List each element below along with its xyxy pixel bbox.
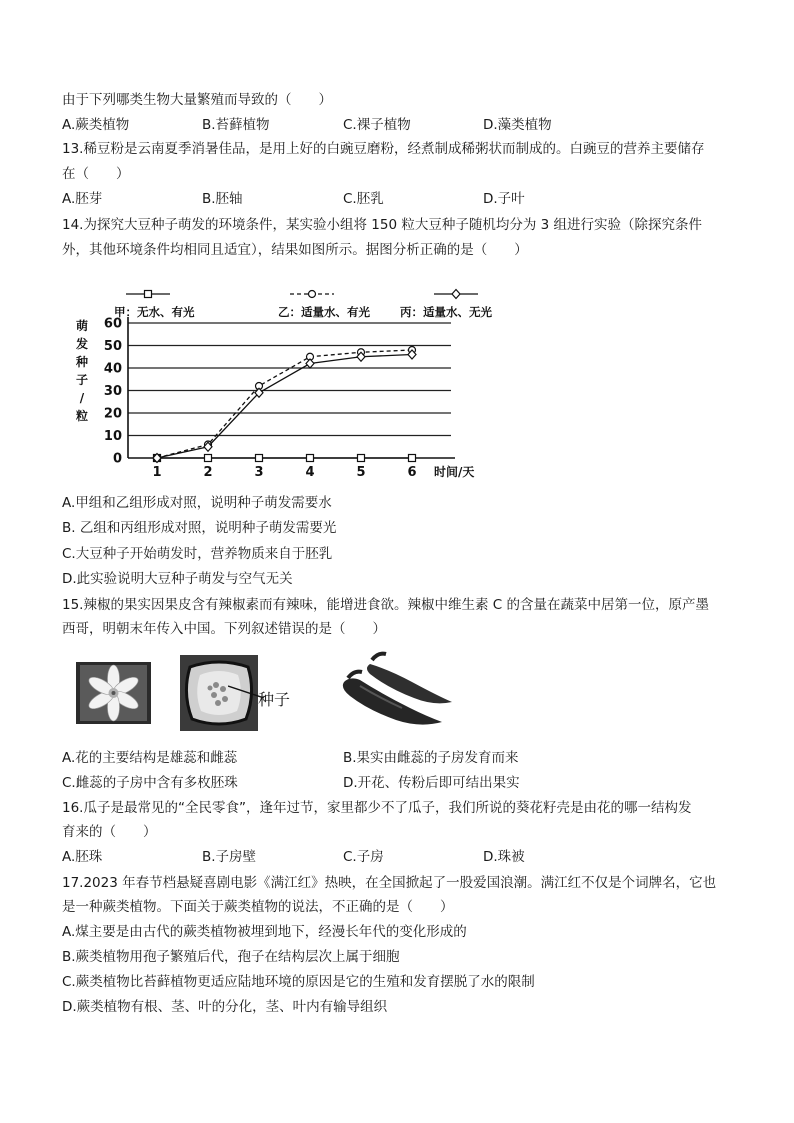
y-axis-label-char: 子	[75, 373, 89, 387]
q13-stem-line2: 在（ ）	[62, 166, 130, 182]
data-point-square	[205, 455, 212, 462]
x-tick-label: 3	[254, 465, 264, 480]
y-tick-label: 20	[103, 406, 122, 422]
q16-option-c[interactable]: C.子房	[343, 849, 384, 865]
x-axis-label: 时间/天	[434, 465, 475, 479]
x-tick-label: 6	[407, 465, 417, 480]
seed-label: 种子	[258, 690, 291, 709]
germination-line-chart	[66, 272, 511, 484]
chart-legend	[114, 290, 492, 320]
data-point-circle	[309, 291, 316, 298]
q12-option-b[interactable]: B.苔藓植物	[202, 117, 270, 133]
y-axis-label-char: 发	[75, 337, 89, 351]
q16-option-d[interactable]: D.珠被	[483, 849, 525, 865]
x-tick-label: 2	[203, 465, 213, 480]
q14-stem-line1: 14.为探究大豆种子萌发的环境条件，某实验小组将 150 粒大豆种子随机均分为 3 组进行实验（除探究条件	[62, 217, 702, 233]
chart-x-axis	[128, 458, 474, 480]
q16-stem-line1: 16.瓜子是最常见的“全民零食”，逢年过节，家里都少不了瓜子，我们所说的葵花籽壳是由花的哪一结构发	[62, 800, 692, 816]
y-axis-label-char: 种	[75, 355, 89, 369]
q17-option-b[interactable]: B.蕨类植物用孢子繁殖后代，孢子在结构层次上属于细胞	[62, 949, 400, 965]
data-point-square	[307, 455, 314, 462]
q13-option-c[interactable]: C.胚乳	[343, 191, 384, 207]
q14-stem-line2: 外，其他环境条件均相同且适宜），结果如图所示。据图分析正确的是（ ）	[62, 242, 528, 258]
y-tick-label: 50	[103, 339, 122, 354]
q13-option-d[interactable]: D.子叶	[483, 191, 525, 207]
pepper-flower-image	[76, 662, 151, 724]
x-tick-label: 4	[305, 465, 315, 480]
y-tick-label: 30	[103, 384, 122, 399]
y-axis-label-char: /	[79, 391, 85, 405]
chart-y-axis	[75, 317, 128, 467]
y-tick-label: 0	[112, 451, 122, 467]
q15-option-d[interactable]: D.开花、传粉后即可结出果实	[343, 775, 520, 791]
y-axis-label-char: 粒	[75, 409, 89, 423]
q13-option-a[interactable]: A.胚芽	[62, 191, 103, 207]
q17-stem-line2: 是一种蕨类植物。下面关于蕨类植物的说法，不正确的是（ ）	[62, 899, 454, 915]
data-point-square	[409, 455, 416, 462]
x-tick-label: 5	[356, 465, 366, 480]
q12-option-c[interactable]: C.裸子植物	[343, 117, 411, 133]
x-tick-label: 1	[152, 465, 162, 480]
y-tick-label: 60	[103, 316, 122, 332]
q15-option-b[interactable]: B.果实由雌蕊的子房发育而来	[343, 750, 519, 766]
legend-label-1: 乙：适量水、有光	[278, 305, 370, 319]
q12-option-d[interactable]: D.藻类植物	[483, 117, 552, 133]
q17-option-c[interactable]: C.蕨类植物比苔藓植物更适应陆地环境的原因是它的生殖和发育摆脱了水的限制	[62, 974, 535, 990]
pepper-fruits-image	[330, 650, 460, 730]
q15-stem-line2: 西哥，明朝末年传入中国。下列叙述错误的是（ ）	[62, 621, 386, 637]
q17-option-a[interactable]: A.煤主要是由古代的蕨类植物被埋到地下，经漫长年代的变化形成的	[62, 924, 467, 940]
q14-option-d[interactable]: D.此实验说明大豆种子萌发与空气无关	[62, 571, 293, 587]
q16-option-a[interactable]: A.胚珠	[62, 849, 103, 865]
chart-series	[153, 347, 416, 463]
data-point-square	[145, 291, 152, 298]
q17-option-d[interactable]: D.蕨类植物有根、茎、叶的分化，茎、叶内有输导组织	[62, 999, 388, 1015]
q14-option-b[interactable]: B. 乙组和丙组形成对照，说明种子萌发需要光	[62, 520, 337, 536]
q14-option-a[interactable]: A.甲组和乙组形成对照，说明种子萌发需要水	[62, 495, 332, 511]
chart-grid	[128, 323, 451, 436]
legend-label-0: 甲：无水、有光	[114, 305, 195, 319]
q12-option-a[interactable]: A.蕨类植物	[62, 117, 130, 133]
y-axis-label-char: 萌	[75, 319, 89, 333]
legend-label-2: 丙：适量水、无光	[400, 305, 492, 319]
q13-option-b[interactable]: B.胚轴	[202, 191, 243, 207]
q12-stem: 由于下列哪类生物大量繁殖而导致的（ ）	[62, 92, 332, 108]
q14-option-c[interactable]: C.大豆种子开始萌发时，营养物质来自于胚乳	[62, 546, 333, 562]
q15-option-a[interactable]: A.花的主要结构是雄蕊和雌蕊	[62, 750, 238, 766]
q16-option-b[interactable]: B.子房壁	[202, 849, 257, 865]
y-tick-label: 40	[103, 361, 122, 377]
series-line-1	[157, 350, 412, 458]
data-point-square	[256, 455, 263, 462]
q17-stem-line1: 17.2023 年春节档悬疑喜剧电影《满江红》热映，在全国掀起了一股爱国浪潮。满江红不仅是个词牌名，它也	[62, 875, 717, 891]
data-point-square	[358, 455, 365, 462]
q15-stem-line1: 15.辣椒的果实因果皮含有辣椒素而有辣味，能增进食欲。辣椒中维生素 C 的含量在蔬菜中居第一位，原产墨	[62, 597, 709, 613]
data-point-diamond	[452, 290, 460, 299]
q15-option-c[interactable]: C.雌蕊的子房中含有多枚胚珠	[62, 775, 238, 791]
data-point-diamond	[306, 359, 314, 368]
q13-stem-line1: 13.稀豆粉是云南夏季消暑佳品，是用上好的白豌豆磨粉，经煮制成稀粥状而制成的。白豌豆的营养主要储存	[62, 141, 705, 157]
q16-stem-line2: 育来的（ ）	[62, 824, 157, 840]
y-tick-label: 10	[103, 429, 122, 444]
series-line-2	[157, 355, 412, 459]
